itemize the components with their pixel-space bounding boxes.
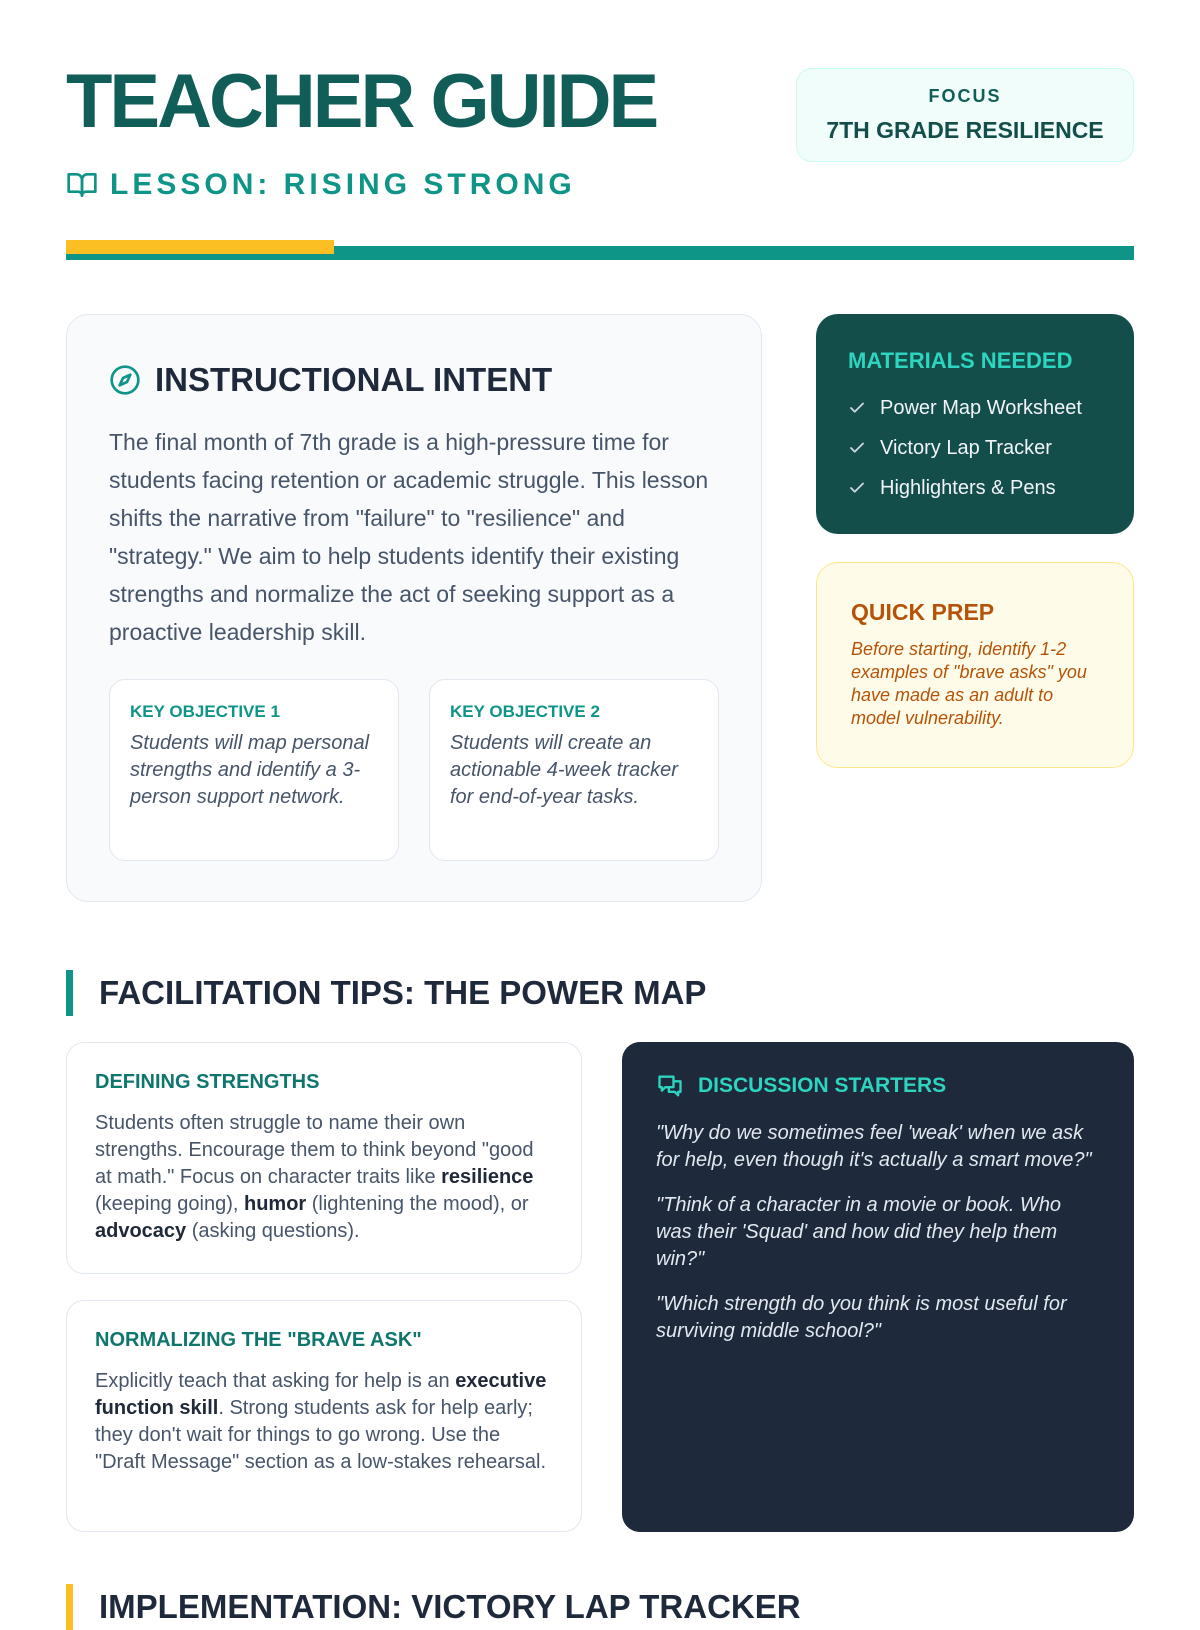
discussion-question: "Think of a character in a movie or book. Who was their 'Squad' and how did they help them win?"	[656, 1194, 1062, 1270]
material-label: Victory Lap Tracker	[880, 436, 1052, 459]
list-item	[848, 468, 1102, 508]
quick-prep-text: Before starting, identify 1-2 examples of "brave asks" you have made as an adult to model vulnerability.	[851, 639, 1087, 728]
key-objective-1	[109, 679, 399, 861]
list-item	[848, 428, 1102, 468]
objective-text: Students will create an actionable 4-week tracker for end-of-year tasks.	[450, 732, 678, 808]
discussion-starters-card	[622, 1042, 1134, 1532]
discussion-question: "Which strength do you think is most useful for surviving middle school?"	[656, 1293, 1067, 1342]
discussion-title: DISCUSSION STARTERS	[698, 1074, 947, 1097]
implementation-section-header	[66, 1584, 801, 1630]
intent-header	[109, 361, 552, 399]
objective-text: Students will map personal strengths and identify a 3-person support network.	[130, 732, 370, 808]
header-divider-accent	[66, 240, 334, 254]
materials-title: MATERIALS NEEDED	[848, 348, 1073, 373]
tip-text: Explicitly teach that asking for help is an executive function skill. Strong students ask for help early; they don't wait for things to go wrong. Use the "Draft Message" section as a low-stakes rehearsal.	[95, 1370, 547, 1473]
brave-ask-card	[66, 1300, 582, 1532]
objective-label: KEY OBJECTIVE 1	[130, 702, 280, 721]
focus-badge	[796, 68, 1134, 162]
materials-card	[816, 314, 1134, 534]
check-icon	[848, 399, 866, 417]
check-icon	[848, 479, 866, 497]
chat-bubbles-icon	[656, 1072, 684, 1100]
quick-prep-title: QUICK PREP	[851, 599, 995, 625]
book-open-icon	[66, 169, 98, 201]
materials-list	[848, 388, 1102, 508]
lesson-subtitle	[66, 168, 576, 202]
page-title: TEACHER GUIDE	[66, 59, 657, 144]
lesson-name: LESSON: RISING STRONG	[110, 168, 576, 201]
section-accent-bar	[66, 1584, 73, 1630]
key-objective-2	[429, 679, 719, 861]
objective-label: KEY OBJECTIVE 2	[450, 702, 600, 721]
section-accent-bar	[66, 970, 73, 1016]
list-item	[848, 388, 1102, 428]
defining-strengths-card	[66, 1042, 582, 1274]
focus-value: 7TH GRADE RESILIENCE	[826, 117, 1104, 143]
facilitation-section-header	[66, 970, 706, 1016]
check-icon	[848, 439, 866, 457]
implementation-title: IMPLEMENTATION: VICTORY LAP TRACKER	[99, 1588, 801, 1625]
facilitation-title: FACILITATION TIPS: THE POWER MAP	[99, 974, 707, 1011]
tip-title: NORMALIZING THE "BRAVE ASK"	[95, 1329, 422, 1351]
compass-icon	[109, 364, 141, 396]
focus-label: FOCUS	[928, 86, 1002, 106]
tip-text: Students often struggle to name their own strengths. Encourage them to think beyond "good at math." Focus on character traits like resilience (keeping going), humor (lightening the mood), or advocacy (asking questions).	[95, 1112, 534, 1242]
quick-prep-card	[816, 562, 1134, 768]
intent-body: The final month of 7th grade is a high-pressure time for students facing retention or academic struggle. This lesson shifts the narrative from "failure" to "resilience" and "strategy." We aim to help students identify their existing strengths and normalize the act of seeking support as a proactive leadership skill.	[109, 429, 709, 645]
instructional-intent-card	[66, 314, 762, 902]
discussion-header	[656, 1072, 1100, 1100]
tip-title: DEFINING STRENGTHS	[95, 1071, 320, 1093]
discussion-question: "Why do we sometimes feel 'weak' when we ask for help, even though it's actually a smart move?"	[656, 1122, 1092, 1171]
intent-title: INSTRUCTIONAL INTENT	[155, 361, 553, 398]
material-label: Highlighters & Pens	[880, 476, 1056, 499]
material-label: Power Map Worksheet	[880, 396, 1082, 419]
